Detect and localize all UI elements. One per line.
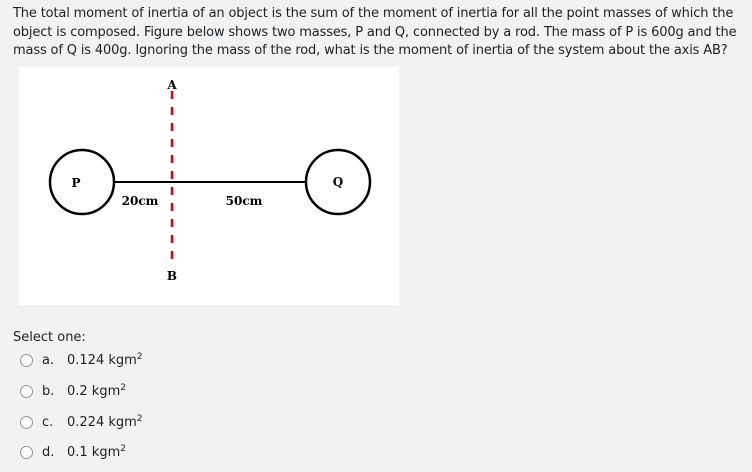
option-text: 0.224 kgm$^2$ <box>67 413 143 430</box>
option-letter: d. <box>42 444 55 460</box>
mass-label-p: P <box>71 176 81 190</box>
radio-button-d[interactable] <box>20 446 33 459</box>
radio-button-b[interactable] <box>20 385 33 398</box>
mass-p-circle <box>50 150 114 214</box>
question-text: The total moment of inertia of an object is the sum of the moment of inertia for all the point masses of which the object is composed. Figure below shows two masses, P and Q, connected by a rod. The mass of P is 600g and the mass of Q is 400g. Ignoring the mass of the rod, what is the moment of inertia of the system about the axis AB? <box>13 6 737 58</box>
option-c[interactable] <box>20 412 143 432</box>
radio-button-c[interactable] <box>20 416 33 429</box>
option-letter: b. <box>42 383 55 399</box>
radio-button-a[interactable] <box>20 354 33 367</box>
option-d[interactable] <box>20 442 126 462</box>
distance-label-p: 20cm <box>121 194 159 208</box>
option-text: 0.2 kgm$^2$ <box>67 382 126 399</box>
question-figure <box>19 67 399 305</box>
mass-label-q: Q <box>332 175 344 189</box>
option-a[interactable] <box>20 350 143 370</box>
option-letter: c. <box>42 414 54 430</box>
option-b[interactable] <box>20 381 126 401</box>
axis-label-b: B <box>166 269 178 283</box>
axis-label-a: A <box>167 78 177 92</box>
distance-label-q: 50cm <box>225 194 263 208</box>
select-one-label: Select one: <box>13 330 86 345</box>
moment-of-inertia-diagram <box>19 67 399 305</box>
option-text: 0.1 kgm$^2$ <box>67 443 126 460</box>
option-letter: a. <box>42 352 55 368</box>
option-text: 0.124 kgm$^2$ <box>67 351 143 368</box>
